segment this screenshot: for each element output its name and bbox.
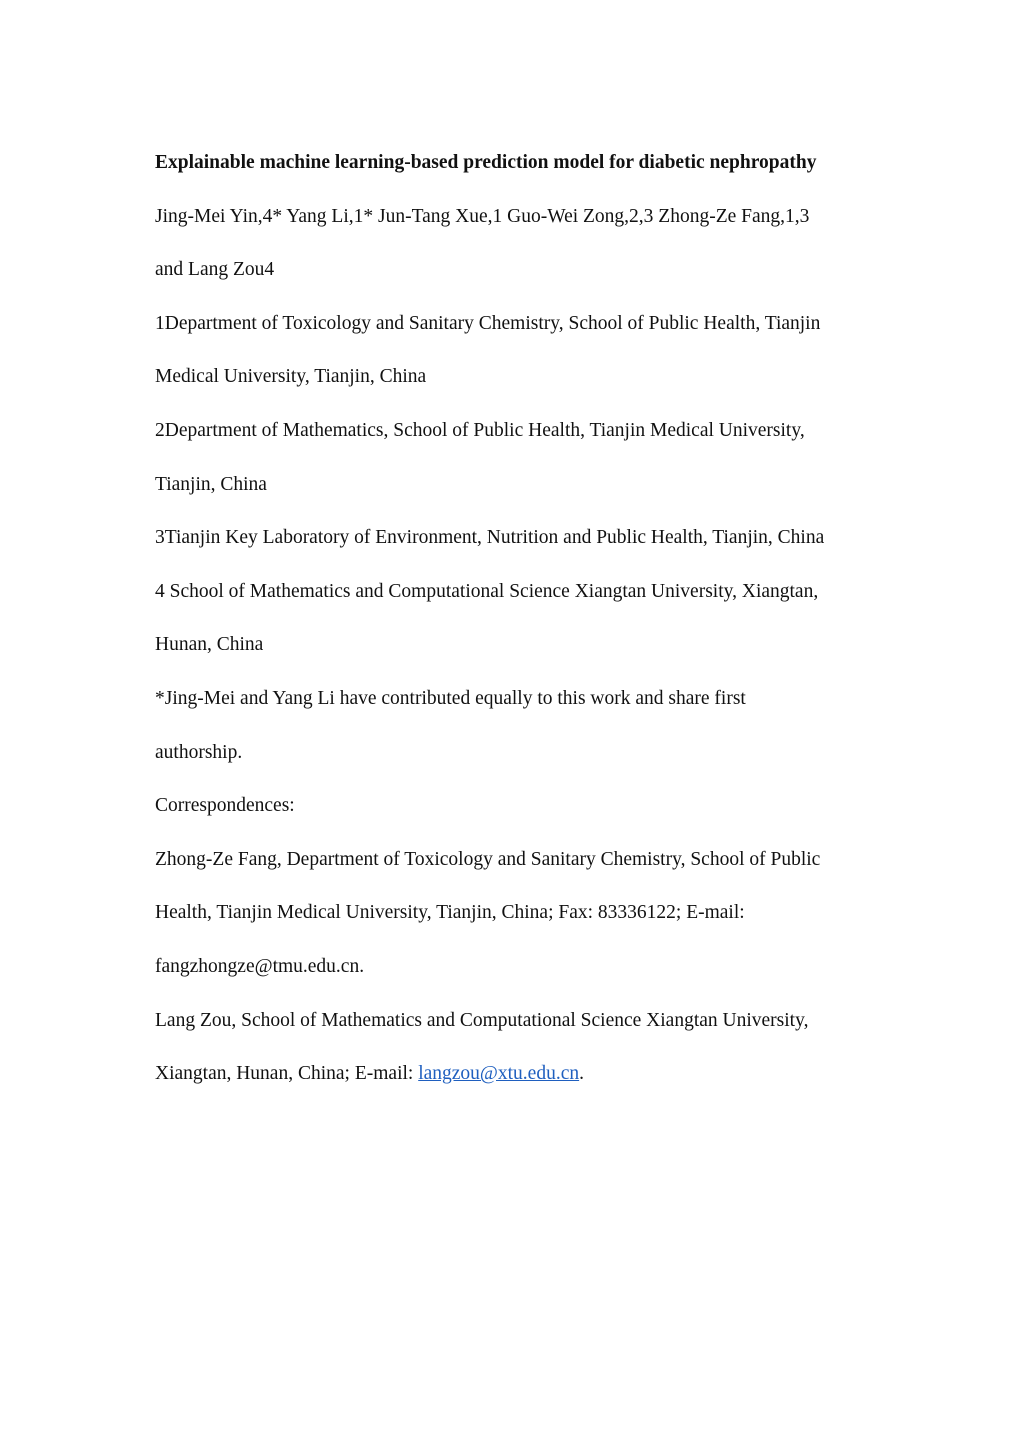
authors-line-2: and Lang Zou4 xyxy=(155,259,275,281)
affiliation-1-line-2: Medical University, Tianjin, China xyxy=(155,366,427,388)
correspondence-2-line-1: Lang Zou, School of Mathematics and Computational Science Xiangtan University, xyxy=(155,1009,809,1031)
affiliation-2-line-1: 2Department of Mathematics, School of Public Health, Tianjin Medical University, xyxy=(155,419,805,441)
equal-contribution-note-line-1: *Jing-Mei and Yang Li have contributed equally to this work and share first xyxy=(155,687,746,709)
correspondence-2-prefix: Xiangtan, Hunan, China; E-mail: xyxy=(155,1063,419,1085)
affiliation-4-line-1: 4 School of Mathematics and Computational Science Xiangtan University, Xiangtan, xyxy=(155,580,819,602)
correspondence-1-line-1: Zhong-Ze Fang, Department of Toxicology and Sanitary Chemistry, School of Public xyxy=(155,848,821,870)
equal-contribution-note-line-2: authorship. xyxy=(155,741,243,763)
correspondence-2-suffix: . xyxy=(579,1063,584,1085)
paper-title: Explainable machine learning-based prediction model for diabetic nephropathy xyxy=(155,152,817,173)
correspondence-2-line-2 xyxy=(155,1047,875,1101)
email-link[interactable]: langzou@xtu.edu.cn xyxy=(418,1063,580,1085)
affiliation-4-line-2: Hunan, China xyxy=(155,634,264,656)
authors-line-1: Jing-Mei Yin,4* Yang Li,1* Jun-Tang Xue,1 Guo-Wei Zong,2,3 Zhong-Ze Fang,1,3 xyxy=(155,205,810,227)
affiliation-1-line-1: 1Department of Toxicology and Sanitary Chemistry, School of Public Health, Tianjin xyxy=(155,312,821,334)
affiliation-2-line-2: Tianjin, China xyxy=(155,473,267,495)
correspondences-heading: Correspondences: xyxy=(155,795,295,817)
front-matter xyxy=(155,136,875,1101)
correspondence-1-line-3: fangzhongze@tmu.edu.cn. xyxy=(155,955,365,977)
affiliation-3: 3Tianjin Key Laboratory of Environment, Nutrition and Public Health, Tianjin, China xyxy=(155,527,825,549)
correspondence-1-line-2: Health, Tianjin Medical University, Tianjin, China; Fax: 83336122; E-mail: xyxy=(155,902,745,924)
